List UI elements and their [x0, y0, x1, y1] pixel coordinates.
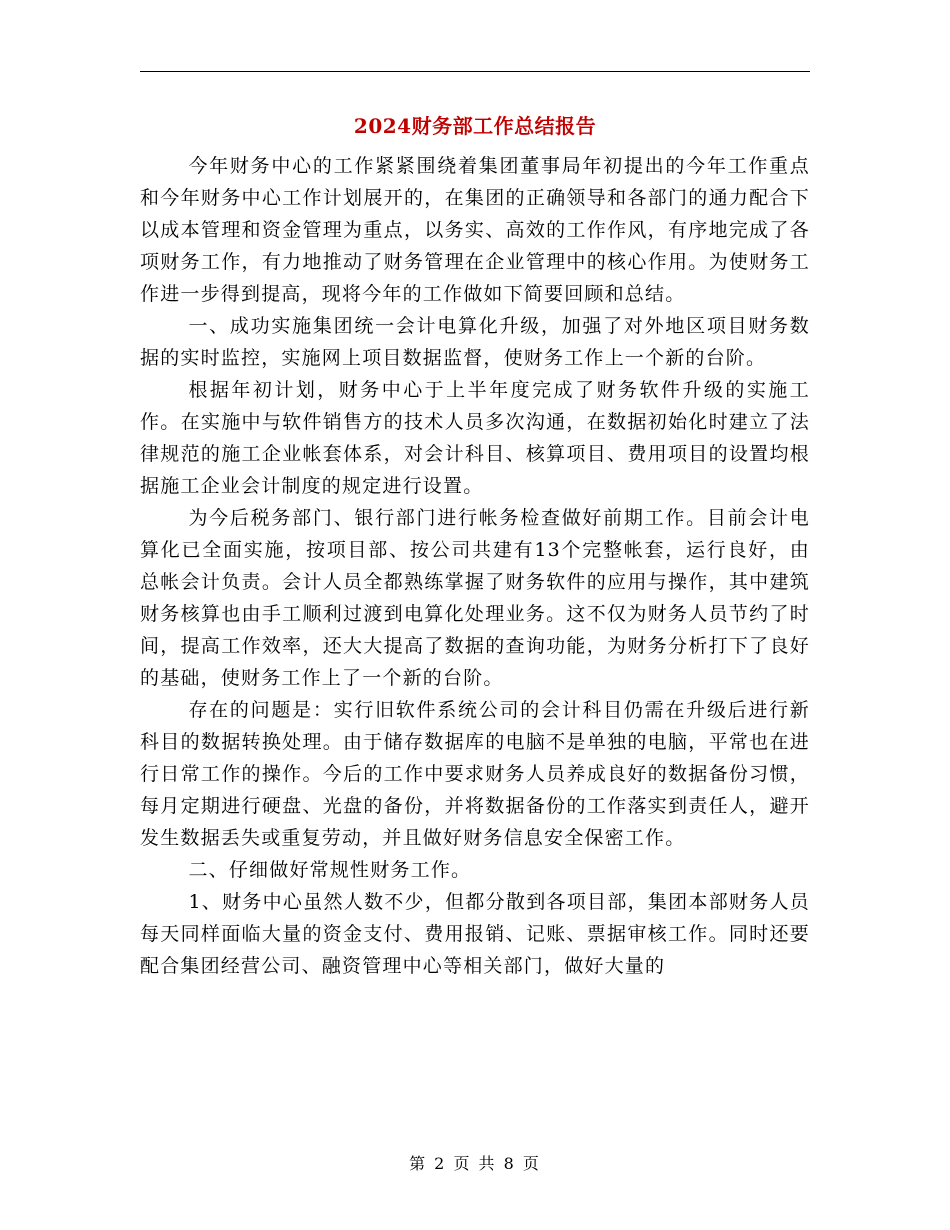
- paragraph-section-1-heading: 一、成功实施集团统一会计电算化升级，加强了对外地区项目财务数据的实时监控，实施网上项目数据监督，使财务工作上一个新的台阶。: [140, 315, 810, 369]
- header-rule: [140, 71, 810, 72]
- paragraph-problems: 存在的问题是：实行旧软件系统公司的会计科目仍需在升级后进行新科目的数据转换处理。由于储存数据库的电脑不是单独的电脑，平常也在进行日常工作的操作。今后的工作中要求财务人员养成良好的数据备份习惯，每月定期进行硬盘、光盘的备份，并将数据备份的工作落实到责任人，避开发生数据丢失或重复劳动，并且做好财务信息安全保密工作。: [140, 699, 810, 849]
- document-body: [140, 150, 810, 982]
- paragraph-software-upgrade: 根据年初计划，财务中心于上半年度完成了财务软件升级的实施工作。在实施中与软件销售方的技术人员多次沟通，在数据初始化时建立了法律规范的施工企业帐套体系，对会计科目、核算项目、费用项目的设置均根据施工企业会计制度的规定进行设置。: [140, 379, 810, 497]
- paragraph-section-2-heading: 二、仔细做好常规性财务工作。: [188, 859, 472, 881]
- paragraph-intro: 今年财务中心的工作紧紧围绕着集团董事局年初提出的今年工作重点和今年财务中心工作计划展开的，在集团的正确领导和各部门的通力配合下以成本管理和资金管理为重点，以务实、高效的工作作风，有序地完成了各项财务工作，有力地推动了财务管理在企业管理中的核心作用。为使财务工作进一步得到提高，现将今年的工作做如下简要回顾和总结。: [140, 155, 810, 305]
- paragraph-routine-work: 1、财务中心虽然人数不少，但都分散到各项目部，集团本部财务人员每天同样面临大量的资金支付、费用报销、记账、票据审核工作。同时还要配合集团经营公司、融资管理中心等相关部门，做好大量的: [140, 891, 810, 977]
- paragraph-accounts-setup: 为今后税务部门、银行部门进行帐务检查做好前期工作。目前会计电算化已全面实施，按项目部、按公司共建有13个完整帐套，运行良好，由总帐会计负责。会计人员全都熟练掌握了财务软件的应用与操作，其中建筑财务核算也由手工顺利过渡到电算化处理业务。这不仅为财务人员节约了时间，提高工作效率，还大大提高了数据的查询功能，为财务分析打下了良好的基础，使财务工作上了一个新的台阶。: [140, 507, 810, 689]
- page-footer: 第 2 页 共 8 页: [409, 1154, 541, 1173]
- document-title: 2024财务部工作总结报告: [353, 114, 597, 138]
